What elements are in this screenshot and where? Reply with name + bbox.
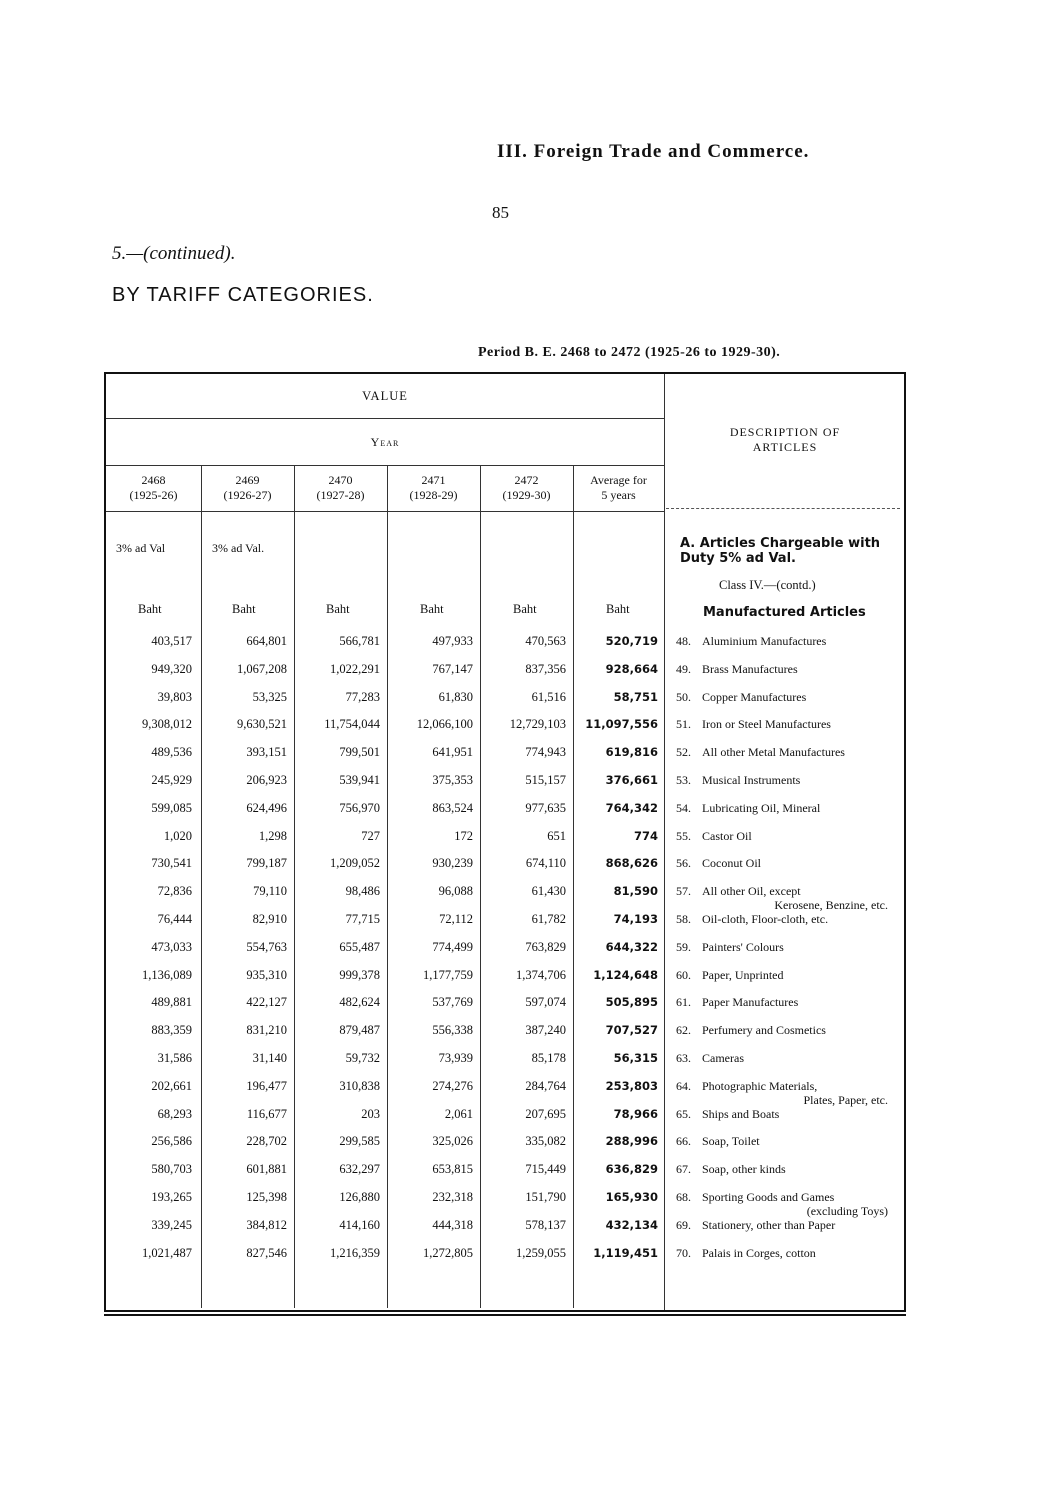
article-number: 68. (676, 1189, 691, 1204)
article-number: 63. (676, 1050, 691, 1065)
average-value-cell: 707,527 (605, 1023, 658, 1038)
value-cell: 61,430 (531, 884, 566, 899)
value-cell: 206,923 (246, 772, 287, 787)
value-cell: 930,239 (432, 856, 473, 871)
value-cell: 879,487 (339, 1023, 380, 1038)
value-cell: 245,929 (151, 772, 192, 787)
article-description (676, 1156, 898, 1184)
value-cell: 641,951 (432, 745, 473, 760)
value-cell: 193,265 (151, 1189, 192, 1204)
average-value-cell: 774 (633, 828, 658, 843)
value-cell: 949,320 (151, 661, 192, 676)
page-number: 85 (492, 203, 509, 222)
article-number: 48. (676, 634, 691, 648)
value-cell: 274,276 (432, 1078, 473, 1093)
value-cell: 1,374,706 (516, 967, 566, 982)
article-number: 57. (676, 884, 691, 899)
value-cell: 39,803 (157, 689, 192, 704)
article-description (676, 767, 898, 795)
section-heading: III. Foreign Trade and Commerce. (497, 141, 810, 162)
article-name: Brass Manufactures (702, 661, 798, 676)
period-label: Period B. E. 2468 to 2472 (1925-26 to 1929-30). (478, 345, 781, 360)
article-name: Sporting Goods and Games (702, 1189, 835, 1204)
value-cell: 580,703 (151, 1162, 192, 1177)
average-value-cell: 165,930 (605, 1189, 658, 1204)
value-cell: 601,881 (246, 1162, 287, 1177)
article-number: 58. (676, 911, 691, 926)
article-name-continuation: (excluding Toys) (806, 1203, 888, 1218)
article-number: 56. (676, 856, 691, 871)
value-cell: 799,501 (339, 745, 380, 760)
article-description (676, 684, 898, 712)
average-value-cell: 868,626 (605, 856, 658, 871)
article-description (676, 628, 898, 656)
value-cell: 126,880 (339, 1189, 380, 1204)
class-label: Class IV.—(contd.) (719, 578, 816, 592)
value-cell: 77,283 (345, 689, 380, 704)
value-cell: 207,695 (525, 1106, 566, 1121)
average-value-cell: 288,996 (605, 1134, 658, 1149)
article-number: 67. (676, 1162, 691, 1177)
value-cell: 444,318 (432, 1217, 473, 1232)
value-cell: 77,715 (345, 911, 380, 926)
article-description (676, 850, 898, 878)
value-cell: 61,782 (531, 911, 566, 926)
value-cell: 1,020 (163, 828, 192, 843)
value-cell: 653,815 (432, 1162, 473, 1177)
article-name: Musical Instruments (702, 772, 801, 787)
article-number: 69. (676, 1217, 691, 1232)
value-cell: 53,325 (252, 689, 287, 704)
value-cell: 172 (454, 828, 473, 843)
value-cell: 727 (361, 828, 380, 843)
article-description (676, 795, 898, 823)
article-description (676, 878, 898, 912)
value-cell: 599,085 (151, 800, 192, 815)
article-name: All other Metal Manufactures (702, 745, 845, 760)
value-cell: 202,661 (151, 1078, 192, 1093)
article-name: Painters' Colours (702, 939, 784, 954)
average-header: Average for 5 years (590, 473, 647, 502)
value-cell: 655,487 (339, 939, 380, 954)
unit-label: Baht (420, 602, 444, 616)
value-cell: 831,210 (246, 1023, 287, 1038)
value-cell: 470,563 (525, 634, 566, 648)
column-description (676, 628, 898, 1267)
article-number: 65. (676, 1106, 691, 1121)
average-value-cell: 11,097,556 (585, 717, 658, 732)
year-header-2471: 2471 (1928-29) (409, 473, 458, 502)
article-number: 61. (676, 995, 691, 1010)
article-name: Paper Manufactures (702, 995, 799, 1010)
value-cell: 73,939 (438, 1050, 473, 1065)
article-description (676, 739, 898, 767)
value-cell: 2,061 (444, 1106, 473, 1121)
article-description (676, 1073, 898, 1107)
article-name: Ships and Boats (702, 1106, 780, 1121)
average-value-cell: 253,803 (605, 1078, 658, 1093)
value-cell: 999,378 (339, 967, 380, 982)
average-value-cell: 56,315 (613, 1050, 658, 1065)
value-cell: 664,801 (246, 634, 287, 648)
year-header-2468: 2468 (1925-26) (129, 473, 178, 502)
value-cell: 61,516 (531, 689, 566, 704)
rate-2468: 3% ad Val (116, 541, 166, 555)
average-value-cell: 505,895 (605, 995, 658, 1010)
value-cell: 61,830 (438, 689, 473, 704)
column-2472 (480, 628, 566, 1267)
value-cell: 116,677 (246, 1106, 287, 1121)
value-cell: 1,177,759 (423, 967, 473, 982)
article-name: Castor Oil (702, 828, 752, 843)
value-cell: 651 (547, 828, 566, 843)
article-number: 66. (676, 1134, 691, 1149)
rate-2469: 3% ad Val. (212, 541, 265, 555)
average-value-cell: 432,134 (605, 1217, 658, 1232)
article-number: 54. (676, 800, 691, 815)
value-cell: 730,541 (151, 856, 192, 871)
article-number: 60. (676, 967, 691, 982)
article-description (676, 989, 898, 1017)
value-cell: 228,702 (246, 1134, 287, 1149)
value-cell: 422,127 (246, 995, 287, 1010)
value-cell: 387,240 (525, 1023, 566, 1038)
value-cell: 1,216,359 (330, 1245, 380, 1260)
value-cell: 935,310 (246, 967, 287, 982)
article-name: Photographic Materials, (702, 1078, 818, 1093)
article-name: Copper Manufactures (702, 689, 807, 704)
value-cell: 799,187 (246, 856, 287, 871)
value-cell: 203 (361, 1106, 380, 1121)
value-cell: 537,769 (432, 995, 473, 1010)
value-cell: 554,763 (246, 939, 287, 954)
article-name: Soap, Toilet (702, 1134, 760, 1149)
average-value-cell: 636,829 (605, 1162, 658, 1177)
value-cell: 72,836 (157, 884, 192, 899)
value-cell: 196,477 (246, 1078, 287, 1093)
value-cell: 977,635 (525, 800, 566, 815)
value-cell: 31,140 (252, 1050, 287, 1065)
value-cell: 232,318 (432, 1189, 473, 1204)
average-value-cell: 1,124,648 (593, 967, 658, 982)
average-value-cell: 1,119,451 (593, 1245, 658, 1260)
article-name: Coconut Oil (702, 856, 761, 871)
value-cell: 827,546 (246, 1245, 287, 1260)
value-cell: 539,941 (339, 772, 380, 787)
value-cell: 68,293 (157, 1106, 192, 1121)
value-cell: 1,022,291 (330, 661, 380, 676)
year-header-2472: 2472 (1929-30) (502, 473, 551, 502)
column-average (573, 628, 658, 1267)
value-cell: 414,160 (339, 1217, 380, 1232)
value-cell: 837,356 (525, 661, 566, 676)
value-cell: 393,151 (246, 745, 287, 760)
value-cell: 1,259,055 (516, 1245, 566, 1260)
article-number: 51. (676, 717, 691, 732)
value-cell: 59,732 (345, 1050, 380, 1065)
column-2468 (106, 628, 192, 1267)
article-name: Oil-cloth, Floor-cloth, etc. (702, 911, 829, 926)
article-description (676, 1017, 898, 1045)
value-cell: 76,444 (157, 911, 192, 926)
article-name: All other Oil, except (702, 884, 801, 899)
subhead-manufactured-articles: Manufactured Articles (703, 605, 866, 620)
value-cell: 375,353 (432, 772, 473, 787)
unit-label: Baht (606, 602, 630, 616)
unit-label: Baht (326, 602, 350, 616)
value-cell: 96,088 (438, 884, 473, 899)
value-cell: 497,933 (432, 634, 473, 648)
description-header: DESCRIPTION OF ARTICLES (729, 425, 841, 454)
value-cell: 774,499 (432, 939, 473, 954)
value-cell: 624,496 (246, 800, 287, 815)
average-value-cell: 58,751 (613, 689, 658, 704)
article-description (676, 1045, 898, 1073)
value-cell: 82,910 (252, 911, 287, 926)
value-cell: 515,157 (525, 772, 566, 787)
value-cell: 1,298 (258, 828, 287, 843)
value-cell: 1,209,052 (330, 856, 380, 871)
value-cell: 335,082 (525, 1134, 566, 1149)
article-name: Paper, Unprinted (702, 967, 784, 982)
article-name: Aluminium Manufactures (702, 634, 827, 648)
value-cell: 284,764 (525, 1078, 566, 1093)
value-cell: 632,297 (339, 1162, 380, 1177)
value-cell: 863,524 (432, 800, 473, 815)
value-cell: 756,970 (339, 800, 380, 815)
article-description (676, 934, 898, 962)
average-value-cell: 376,661 (605, 772, 658, 787)
value-cell: 597,074 (525, 995, 566, 1010)
article-description (676, 962, 898, 990)
value-cell: 482,624 (339, 995, 380, 1010)
article-name: Cameras (702, 1050, 744, 1065)
value-cell: 556,338 (432, 1023, 473, 1038)
value-cell: 384,812 (246, 1217, 287, 1232)
value-cell: 31,586 (157, 1050, 192, 1065)
average-value-cell: 619,816 (605, 745, 658, 760)
article-description (676, 1184, 898, 1218)
value-cell: 1,272,805 (423, 1245, 473, 1260)
column-2469 (201, 628, 287, 1267)
article-name-continuation: Kerosene, Benzine, etc. (774, 897, 888, 912)
value-header: VALUE (362, 389, 408, 403)
value-cell: 11,754,044 (324, 717, 380, 732)
average-value-cell: 74,193 (613, 911, 658, 926)
article-number: 50. (676, 689, 691, 704)
value-cell: 12,066,100 (416, 717, 473, 732)
value-cell: 489,536 (151, 745, 192, 760)
value-cell: 767,147 (432, 661, 473, 676)
average-value-cell: 520,719 (605, 634, 658, 648)
article-number: 64. (676, 1078, 691, 1093)
value-cell: 883,359 (151, 1023, 192, 1038)
value-cell: 473,033 (151, 939, 192, 954)
value-cell: 774,943 (525, 745, 566, 760)
article-number: 62. (676, 1023, 691, 1038)
value-cell: 715,449 (525, 1162, 566, 1177)
article-number: 59. (676, 939, 691, 954)
article-number: 70. (676, 1245, 691, 1260)
group-title: A. Articles Chargeable with Duty 5% ad Val. (680, 536, 881, 566)
article-description (676, 1128, 898, 1156)
article-number: 49. (676, 661, 691, 676)
article-description (676, 823, 898, 851)
value-cell: 85,178 (531, 1050, 566, 1065)
article-name: Perfumery and Cosmetics (702, 1023, 826, 1038)
value-cell: 489,881 (151, 995, 192, 1010)
article-name: Palais in Corges, cotton (702, 1245, 816, 1260)
value-cell: 72,112 (439, 911, 473, 926)
value-cell: 403,517 (151, 634, 192, 648)
average-value-cell: 928,664 (605, 661, 658, 676)
value-cell: 299,585 (339, 1134, 380, 1149)
unit-label: Baht (513, 602, 537, 616)
average-value-cell: 81,590 (613, 884, 658, 899)
value-cell: 339,245 (151, 1217, 192, 1232)
article-name: Stationery, other than Paper (702, 1217, 836, 1232)
average-value-cell: 764,342 (605, 800, 658, 815)
article-description (676, 1240, 898, 1268)
article-description (676, 711, 898, 739)
value-cell: 256,586 (151, 1134, 192, 1149)
value-cell: 79,110 (253, 884, 287, 899)
table-continued-label: 5.—(continued). (112, 243, 236, 264)
article-name: Iron or Steel Manufactures (702, 717, 831, 732)
article-name: Soap, other kinds (702, 1162, 786, 1177)
article-name-continuation: Plates, Paper, etc. (803, 1092, 888, 1107)
tariff-categories-title: BY TARIFF CATEGORIES. (112, 284, 374, 306)
value-cell: 578,137 (525, 1217, 566, 1232)
value-cell: 1,136,089 (142, 967, 192, 982)
value-cell: 674,110 (525, 856, 566, 871)
year-header-2469: 2469 (1926-27) (223, 473, 272, 502)
value-cell: 98,486 (345, 884, 380, 899)
average-value-cell: 78,966 (613, 1106, 658, 1121)
unit-label: Baht (232, 602, 256, 616)
column-2471 (387, 628, 473, 1267)
value-cell: 9,630,521 (237, 717, 287, 732)
value-cell: 1,067,208 (237, 661, 287, 676)
article-number: 55. (676, 828, 691, 843)
value-cell: 12,729,103 (509, 717, 566, 732)
article-description (676, 656, 898, 684)
value-cell: 1,021,487 (142, 1245, 192, 1260)
average-value-cell: 644,322 (605, 939, 658, 954)
value-cell: 125,398 (246, 1189, 287, 1204)
column-2470 (294, 628, 380, 1267)
value-cell: 310,838 (339, 1078, 380, 1093)
value-cell: 566,781 (339, 634, 380, 648)
value-cell: 151,790 (525, 1189, 566, 1204)
unit-label: Baht (138, 602, 162, 616)
article-number: 52. (676, 745, 691, 760)
article-number: 53. (676, 772, 691, 787)
value-cell: 9,308,012 (142, 717, 192, 732)
year-header: Year (370, 435, 400, 449)
value-cell: 763,829 (525, 939, 566, 954)
year-header-2470: 2470 (1927-28) (316, 473, 365, 502)
article-name: Lubricating Oil, Mineral (702, 800, 821, 815)
value-cell: 325,026 (432, 1134, 473, 1149)
